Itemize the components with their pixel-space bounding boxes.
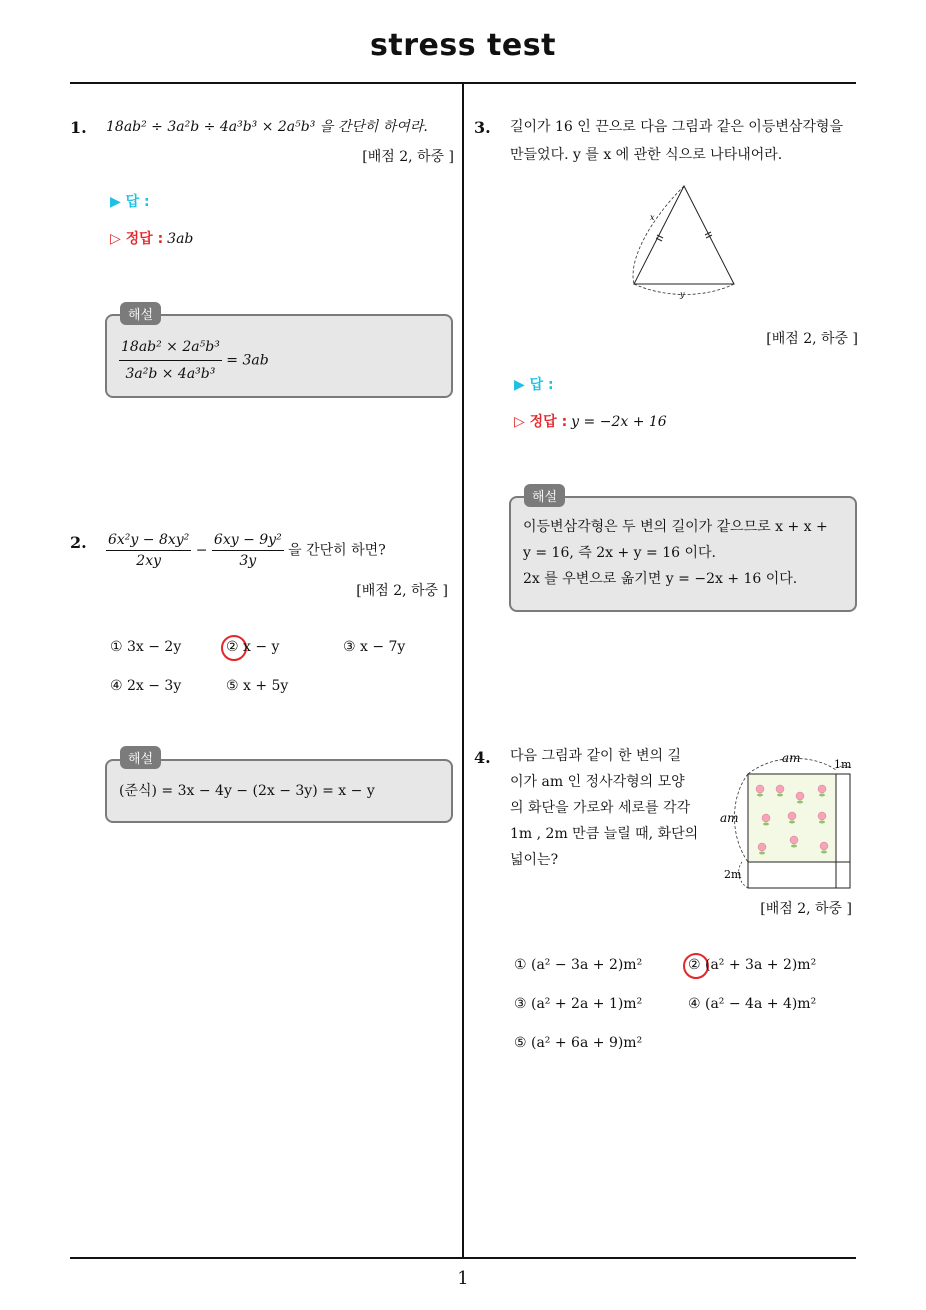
q3-expl-line3: 2x 를 우변으로 옮기면 y = −2x + 16 이다. [523, 571, 798, 587]
q4-choice-1[interactable]: ① (a² − 3a + 2)m² [514, 957, 643, 973]
q3-expl-line2: y = 16, 즉 2x + y = 16 이다. [523, 545, 716, 561]
q4-text [510, 743, 698, 873]
q2-fraction-1 [106, 530, 191, 571]
q2-number: 2. [70, 533, 87, 552]
q4-right-label: 1m [834, 758, 852, 771]
q3-correct-label: ▷ 정답 : [514, 414, 568, 430]
q3-line2: 만들었다. y 를 x 에 관한 식으로 나타내어라. [510, 147, 783, 163]
q1-explanation-tag: 해설 [120, 302, 161, 325]
q2-frac1-den: 2xy [136, 553, 161, 569]
q1-correct [110, 228, 193, 248]
q1-number: 1. [70, 118, 87, 137]
q3-triangle-figure [620, 180, 750, 305]
q2-frac1-num: 6x²y − 8xy² [106, 530, 191, 551]
q3-number: 3. [474, 118, 491, 137]
q4-choice-5[interactable]: ⑤ (a² + 6a + 9)m² [514, 1035, 643, 1051]
q2-explanation-box [105, 759, 453, 823]
q1-text: 18ab² ÷ 3a²b ÷ 4a³b³ × 2a⁵b³ 을 간단히 하여라. [106, 119, 428, 135]
q2-frac2-num: 6xy − 9y² [212, 530, 284, 551]
q4-garden-figure [718, 752, 858, 892]
q2-choice-3[interactable]: ③ x − 7y [343, 639, 406, 655]
q1-explanation [119, 334, 269, 387]
q3-meta: [배점 2, 하중 ] [766, 331, 858, 347]
q3-line1: 길이가 16 인 끈으로 다음 그림과 같은 이등변삼각형을 [510, 119, 843, 135]
q2-text-suffix: 을 간단히 하면? [288, 542, 386, 559]
q2-frac2-den: 3y [239, 553, 257, 569]
q3-side-label: x [650, 213, 655, 222]
q3-explanation [523, 514, 828, 592]
q2-choice-5[interactable]: ⑤ x + 5y [226, 678, 289, 694]
q2-choice-4[interactable]: ④ 2x − 3y [110, 678, 182, 694]
q4-top-label: am [782, 752, 801, 765]
q4-line2: 이가 am 인 정사각형의 모양 [510, 774, 685, 790]
q1-expl-rhs: = 3ab [226, 352, 269, 369]
q3-correct-value: y = −2x + 16 [571, 414, 667, 430]
q4-line4: 1m , 2m 만큼 늘릴 때, 화단의 [510, 826, 699, 842]
q1-expl-numerator: 18ab² × 2a⁵b³ [119, 334, 222, 361]
q2-choice-1[interactable]: ① 3x − 2y [110, 639, 182, 655]
column-divider [462, 82, 464, 1258]
q4-choice-2[interactable]: ② (a² + 3a + 2)m² [688, 957, 817, 973]
q1-correct-value: 3ab [167, 231, 194, 247]
q4-number: 4. [474, 748, 491, 767]
q1-correct-label: ▷ 정답 : [110, 231, 164, 247]
q2-explanation: (준식) = 3x − 4y − (2x − 3y) = x − y [119, 783, 375, 799]
q3-base-label: y [680, 290, 685, 299]
q2-minus: − [195, 542, 208, 559]
q4-line3: 의 화단을 가로와 세로를 각각 [510, 800, 691, 816]
q4-bottom-label: 2m [724, 868, 742, 881]
q1-meta: [배점 2, 하중 ] [362, 149, 454, 165]
q2-choice-2[interactable]: ② x − y [226, 639, 280, 655]
q1-answer-label: ▶ 답 : [110, 194, 150, 210]
q3-explanation-tag: 해설 [524, 484, 565, 507]
q2-explanation-tag: 해설 [120, 746, 161, 769]
q2-meta: [배점 2, 하중 ] [356, 583, 448, 599]
q4-left-label: am [720, 811, 739, 825]
q4-line5: 넓이는? [510, 852, 559, 868]
page-number: 1 [457, 1268, 469, 1289]
q3-expl-line1: 이등변삼각형은 두 변의 길이가 같으므로 x + x + [523, 519, 828, 535]
q1-explanation-box [105, 314, 453, 398]
page-title: stress test [370, 28, 556, 63]
q2-fraction-2 [212, 530, 284, 571]
q3-correct [514, 411, 667, 431]
q1-expl-denominator: 3a²b × 4a³b³ [125, 366, 216, 382]
q4-meta: [배점 2, 하중 ] [760, 901, 852, 917]
q4-line1: 다음 그림과 같이 한 변의 길 [510, 748, 682, 764]
q4-choice-3[interactable]: ③ (a² + 2a + 1)m² [514, 996, 643, 1012]
q1-expl-fraction [119, 334, 222, 387]
footer-rule [70, 1257, 856, 1259]
q3-explanation-box [509, 496, 857, 612]
q2-text [106, 530, 386, 571]
q4-choice-4[interactable]: ④ (a² − 4a + 4)m² [688, 996, 817, 1012]
q3-answer-label: ▶ 답 : [514, 377, 554, 393]
